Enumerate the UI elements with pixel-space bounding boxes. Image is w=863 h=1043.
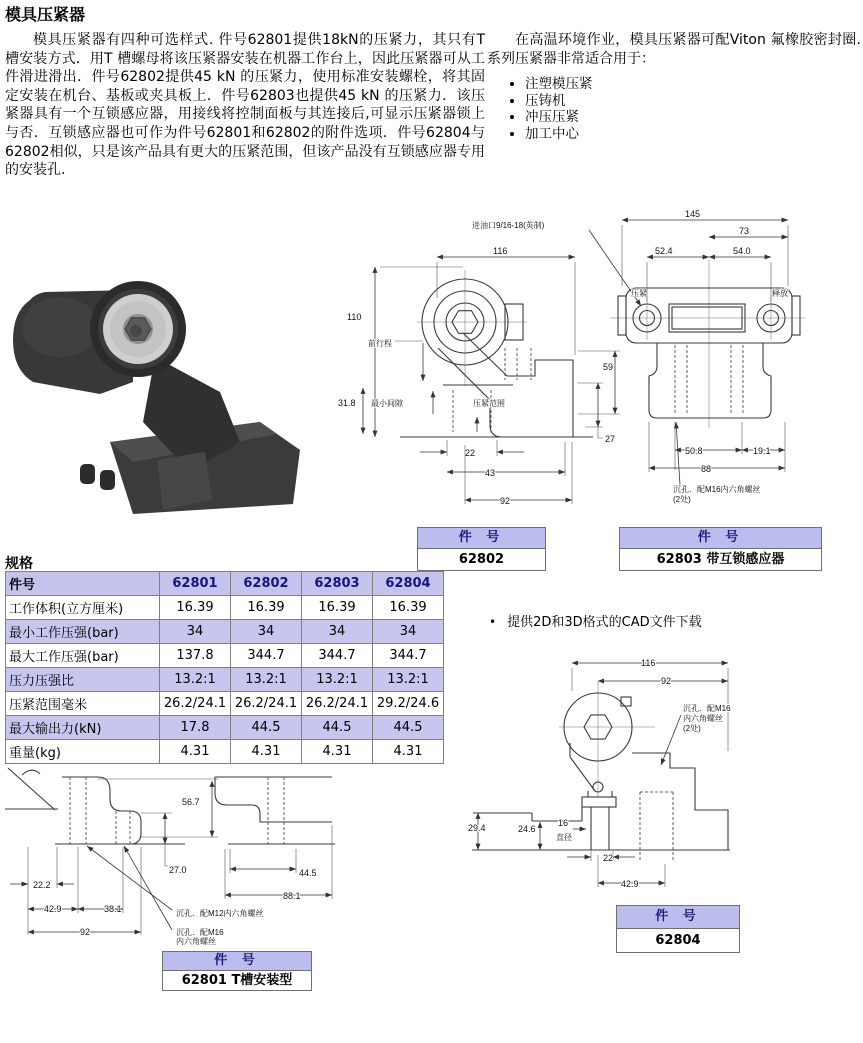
counterbore-label2: (2处)	[673, 495, 691, 504]
spec-value: 16.39	[160, 596, 231, 620]
tslot-outline	[5, 768, 335, 844]
dim-43: 43	[485, 468, 496, 478]
spec-header-part-number: 62804	[373, 572, 444, 596]
dim-110: 110	[347, 312, 362, 322]
spec-value: 17.8	[160, 716, 231, 740]
page-title: 模具压紧器	[5, 5, 86, 24]
dim-24-6: 24.6	[518, 824, 536, 834]
dim-22-2: 22.2	[33, 880, 51, 890]
spec-value: 34	[302, 620, 373, 644]
intro-right-column	[487, 31, 861, 143]
dim-16: 16	[558, 818, 569, 828]
part-number-header: 件 号	[163, 952, 311, 971]
counterbore-label-2: 内六角螺丝	[683, 714, 723, 723]
spec-row-label: 压力压强比	[6, 668, 160, 692]
side-view-dimensions	[338, 220, 641, 506]
part-number-value: 62802	[418, 549, 545, 570]
top-view-outline	[610, 260, 805, 428]
spec-row-label: 最大工作压强(bar)	[6, 644, 160, 668]
spec-header-part-number: 62801	[160, 572, 231, 596]
dim-50-8: 50.8	[685, 446, 703, 456]
specs-header-row	[6, 572, 444, 596]
spec-value: 13.2:1	[373, 668, 444, 692]
dim-88-1: 88.1	[283, 891, 301, 901]
part-number-value: 62803 带互锁感应器	[620, 549, 821, 570]
part-number-header: 件 号	[418, 528, 545, 549]
spec-value: 16.39	[231, 596, 302, 620]
part-number-box-62804	[616, 905, 740, 953]
spec-value: 44.5	[302, 716, 373, 740]
spec-value: 44.5	[231, 716, 302, 740]
pre-stroke-label: 前行程	[368, 339, 392, 348]
dim-116: 116	[493, 246, 508, 256]
side-view-outline	[400, 270, 593, 437]
spec-value: 13.2:1	[231, 668, 302, 692]
spec-value: 13.2:1	[160, 668, 231, 692]
clamp-photo-illustration	[13, 281, 300, 514]
counterbore-label: 沉孔．配M16内六角螺丝	[673, 485, 761, 494]
spec-value: 4.31	[231, 740, 302, 764]
spec-value: 34	[231, 620, 302, 644]
dim-54-0: 54.0	[733, 246, 751, 256]
spec-row-label: 工作体积(立方厘米)	[6, 596, 160, 620]
part-number-value: 62801 T槽安装型	[163, 971, 311, 990]
dim-92: 92	[661, 676, 672, 686]
spec-value: 29.2/24.6	[373, 692, 444, 716]
dim-22: 22	[465, 448, 476, 458]
application-item: • 冲压压紧	[525, 110, 861, 126]
intro-paragraph-right: 在高温环境作业，模具压紧器可配Viton 氟橡胶密封圈.系列压紧器非常适合用于：	[487, 32, 861, 67]
spec-value: 26.2/24.1	[231, 692, 302, 716]
spec-value: 344.7	[373, 644, 444, 668]
spec-value: 344.7	[302, 644, 373, 668]
spec-value: 26.2/24.1	[160, 692, 231, 716]
specs-table	[5, 571, 444, 764]
dim-38-1: 38.1	[104, 904, 122, 914]
dim-92: 92	[80, 927, 91, 937]
dim-44-5: 44.5	[299, 868, 317, 878]
part-number-header: 件 号	[620, 528, 821, 549]
spec-value: 4.31	[373, 740, 444, 764]
spec-row	[6, 668, 444, 692]
dim-22: 22	[603, 853, 614, 863]
drawing-62804	[455, 645, 863, 895]
clamp-range-label: 压紧范围	[473, 399, 505, 408]
dim-73: 73	[739, 226, 750, 236]
spec-row	[6, 644, 444, 668]
spec-row	[6, 692, 444, 716]
dim-92: 92	[500, 496, 511, 506]
spec-value: 16.39	[373, 596, 444, 620]
application-item: • 注塑模压紧	[525, 77, 861, 93]
spec-header-part-number: 62802	[231, 572, 302, 596]
dim-27-0: 27.0	[169, 865, 187, 875]
application-item: • 压铸机	[525, 94, 861, 110]
part-number-box-62802	[417, 527, 546, 571]
part-number-value: 62804	[617, 929, 739, 952]
cad-note	[489, 611, 702, 630]
spec-value: 344.7	[231, 644, 302, 668]
spec-header-label: 件号	[6, 572, 160, 596]
counterbore-label-3: (2处)	[683, 724, 701, 733]
spec-value: 34	[373, 620, 444, 644]
spec-value: 44.5	[373, 716, 444, 740]
clamp-label: 压紧	[631, 289, 647, 298]
counterbore-m16-label: 沉孔．配M16	[176, 928, 224, 937]
product-photo	[5, 272, 305, 522]
spec-row	[6, 740, 444, 764]
oil-port-label: 进油口9/16-18(英制)	[472, 221, 545, 230]
spec-value: 16.39	[302, 596, 373, 620]
dim-42-9: 42.9	[44, 904, 62, 914]
release-label: 释放	[772, 289, 788, 298]
part-number-box-62803	[619, 527, 822, 571]
dim-27: 27	[605, 434, 616, 444]
dim-88: 88	[701, 464, 712, 474]
intro-paragraph-left: 模具压紧器有四种可选样式. 件号62801提供18kN的压紧力，其只有T 槽安装方式．用T 槽螺母将该压紧器安装在机器工作台上，因此压紧器可从工件滑进滑出．件号62802提供45 kN 的压紧力，使用标准安装螺栓，将其固定安装在机台、基板或夹具板上．件号62803也提供45 kN 的压紧力．该压紧器具有一个互锁感应器，用接线将控制面板与其连接后,可显示压紧器锁上与否．互锁感应器也可作为件号62801和62802的附件选项．件号62804与62802相似，只是该产品具有更大的压紧范围，但该产品没有互锁感应器专用的安装孔.	[5, 32, 485, 179]
dim-31-8: 31.8	[338, 398, 356, 408]
dim-52-4: 52.4	[655, 246, 673, 256]
application-item: • 加工中心	[525, 127, 861, 143]
spec-value: 4.31	[160, 740, 231, 764]
min-clearance-label: 最小间隙	[371, 399, 403, 408]
spec-value: 13.2:1	[302, 668, 373, 692]
counterbore-label-1: 沉孔．配M16	[683, 704, 731, 713]
spec-row	[6, 716, 444, 740]
part-number-box-62801	[162, 951, 312, 991]
drawing-62802-62803	[335, 200, 863, 535]
spec-row-label: 压紧范围毫米	[6, 692, 160, 716]
spec-row-label: 重量(kg)	[6, 740, 160, 764]
part-number-header: 件 号	[617, 906, 739, 929]
specs-heading: 规格	[5, 556, 33, 572]
spec-value: 26.2/24.1	[302, 692, 373, 716]
spec-row-label: 最大输出力(kN)	[6, 716, 160, 740]
spec-value: 4.31	[302, 740, 373, 764]
dim-145: 145	[685, 209, 701, 219]
dim-59: 59	[603, 362, 614, 372]
counterbore-m12-label: 沉孔．配M12内六角螺丝	[176, 909, 264, 918]
spec-header-part-number: 62803	[302, 572, 373, 596]
drawing-62801	[0, 765, 340, 955]
dim-56-7: 56.7	[182, 797, 200, 807]
dim-42-9: 42.9	[621, 879, 639, 889]
applications-list	[487, 77, 861, 142]
spec-row	[6, 620, 444, 644]
spec-row	[6, 596, 444, 620]
spec-row-label: 最小工作压强(bar)	[6, 620, 160, 644]
counterbore-m16-label2: 内六角螺丝	[176, 937, 216, 946]
diameter-label: 直径	[556, 833, 572, 842]
spec-value: 137.8	[160, 644, 231, 668]
dim-116: 116	[641, 658, 656, 668]
cad-note-text: 提供2D和3D格式的CAD文件下载	[507, 615, 702, 630]
dim-19-1: 19.1	[753, 446, 771, 456]
dim-29-4: 29.4	[468, 823, 486, 833]
spec-value: 34	[160, 620, 231, 644]
